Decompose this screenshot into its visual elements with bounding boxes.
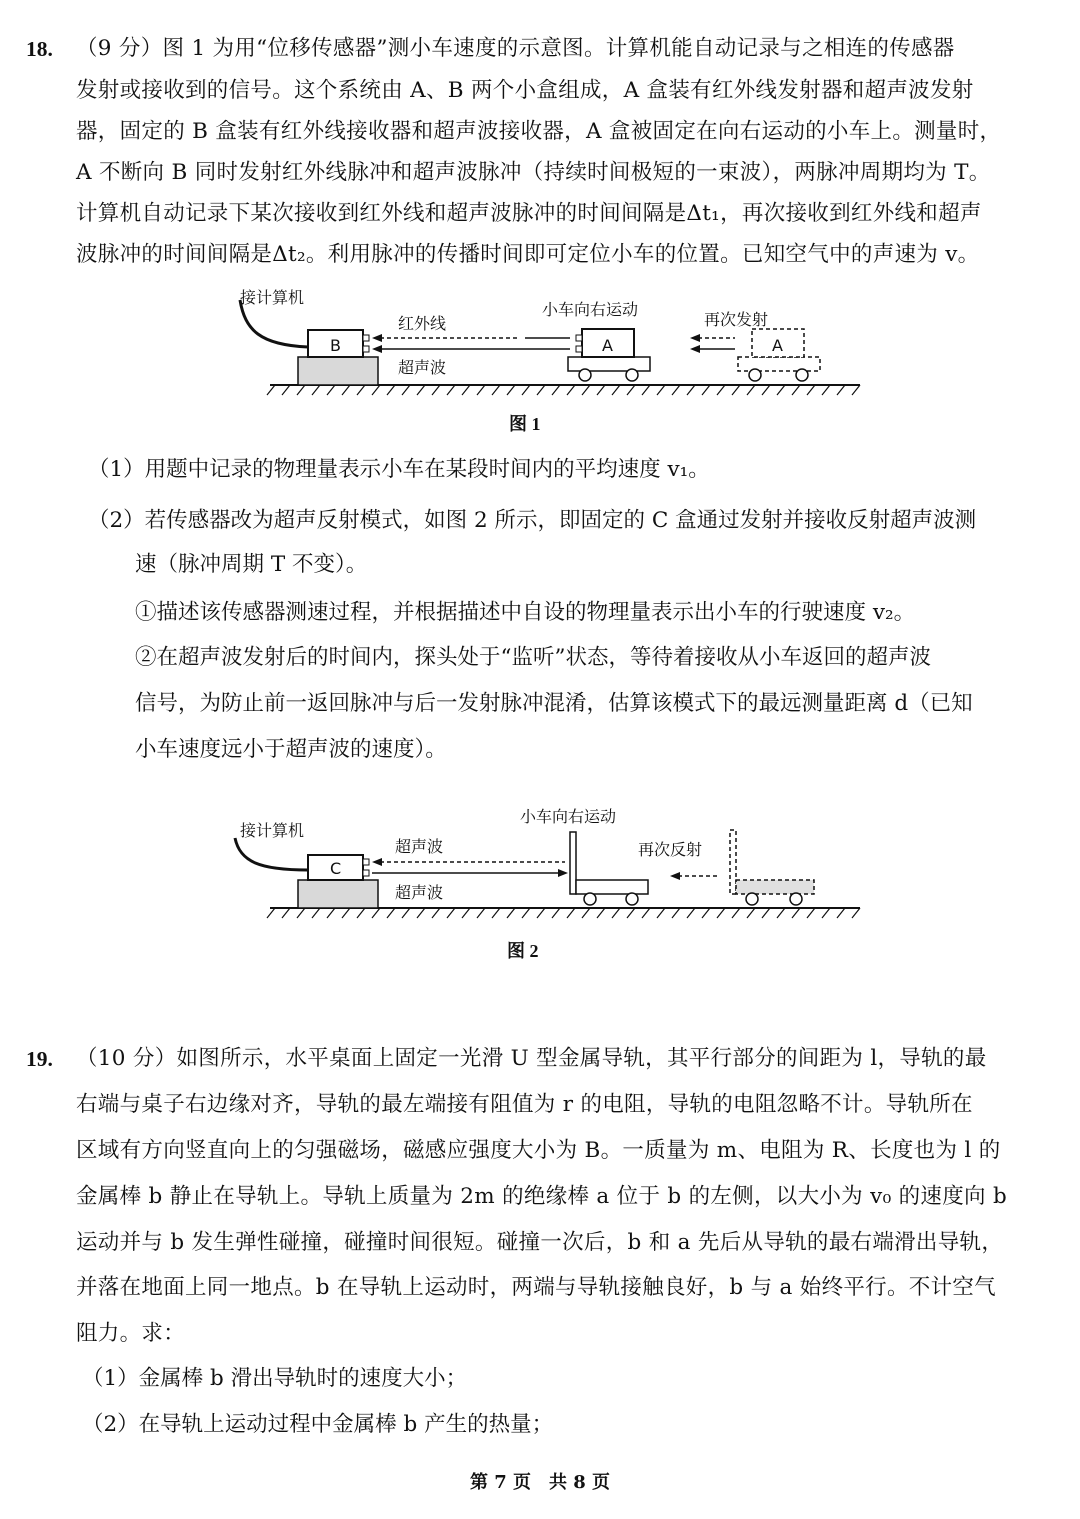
c-base-platform (298, 880, 378, 908)
c-probe-top (363, 859, 369, 865)
dashed-car-2-wheel-right (790, 893, 802, 905)
figure-1-diagram (220, 285, 870, 405)
car-moving-label: 小车向右运动 (542, 300, 639, 319)
q18-part-2-item-2-line-2: 信号，为防止前一返回脉冲与后一发射脉冲混淆，估算该模式下的最远测量距离 d（已知 (135, 691, 973, 716)
q18-part-2-item-2-line-1: ②在超声波发射后的时间内，探头处于“监听”状态，等待着接收从小车返回的超声波 (135, 645, 931, 670)
dashed-reflector-plate (730, 830, 736, 894)
q19-part-1: （1）金属棒 b 滑出导轨时的速度大小； (82, 1366, 468, 1391)
dashed-car-wheel-left (749, 369, 761, 381)
ultrasonic-emit-arrowhead (558, 869, 568, 877)
infrared-label: 红外线 (398, 314, 447, 333)
box-a-label: A (602, 336, 613, 355)
b-receiver-bottom (363, 346, 369, 352)
ground-hatching-2 (267, 908, 860, 918)
dashed-car-2-wheel-left (746, 893, 758, 905)
ultrasonic-bottom-label: 超声波 (395, 883, 444, 902)
b-receiver-top (363, 335, 369, 341)
ultrasonic-return-arrowhead (372, 858, 382, 866)
ground-hatching (267, 385, 860, 395)
q18-part-2-line-2: 速（脉冲周期 T 不变）。 (135, 552, 368, 577)
ultrasonic-top-label: 超声波 (395, 837, 444, 856)
q18-line-1: （9 分）图 1 为用“位移传感器”测小车速度的示意图。计算机能自动记录与之相连的传感器 (76, 36, 955, 61)
resend-infrared-arrowhead (690, 334, 700, 342)
q18-line-2: 发射或接收到的信号。这个系统由 A、B 两个小盒组成，A 盒装有红外线发射器和超声波发射 (76, 78, 974, 103)
q19-line-6: 并落在地面上同一地点。b 在导轨上运动时，两端与导轨接触良好，b 与 a 始终平行。不计空气 (76, 1275, 996, 1300)
car-2-wheel-right (626, 893, 638, 905)
car-wheel-left (579, 369, 591, 381)
q19-line-4: 金属棒 b 静止在导轨上。导轨上质量为 2m 的绝缘棒 a 位于 b 的左侧，以大小为 v₀ 的速度向 b (76, 1184, 1008, 1209)
resend-label: 再次发射 (704, 310, 769, 329)
q19-part-2: （2）在导轨上运动过程中金属棒 b 产生的热量； (82, 1412, 554, 1437)
ultrasonic-label: 超声波 (398, 358, 447, 377)
figure-2-caption: 图 2 (507, 941, 539, 961)
a-emitter-top (576, 335, 582, 341)
a-emitter-bottom (576, 346, 582, 352)
computer-cable (240, 300, 308, 347)
q18-line-4: A 不断向 B 同时发射红外线脉冲和超声波脉冲（持续时间极短的一束波），两脉冲周期均为 T。 (76, 160, 991, 185)
q19-line-1: （10 分）如图所示，水平桌面上固定一光滑 U 型金属导轨，其平行部分的间距为 l，导轨的最 (76, 1046, 987, 1071)
q18-part-2-item-2-line-3: 小车速度远小于超声波的速度）。 (135, 737, 447, 762)
computer-label-2: 接计算机 (240, 821, 305, 840)
b-base-platform (298, 357, 378, 385)
q19-line-2: 右端与桌子右边缘对齐，导轨的最左端接有阻值为 r 的电阻，导轨的电阻忽略不计。导轨所在 (76, 1092, 973, 1117)
page-footer: 第 7 页 共 8 页 (469, 1472, 611, 1493)
figure-2-diagram (220, 800, 870, 925)
reflector-plate (570, 832, 576, 894)
c-probe-bottom (363, 870, 369, 876)
q18-line-3: 器，固定的 B 盒装有红外线接收器和超声波接收器，A 盒被固定在向右运动的小车上。测量时， (76, 119, 1002, 144)
question-19-number: 19. (26, 1047, 53, 1071)
question-18-number: 18. (26, 37, 53, 61)
q19-line-3: 区域有方向竖直向上的匀强磁场，磁感应强度大小为 B。一质量为 m、电阻为 R、长度也为 l 的 (76, 1138, 1001, 1163)
dashed-box-a-label: A (772, 336, 783, 355)
infrared-arrowhead (372, 334, 382, 342)
box-b-label: B (330, 336, 341, 355)
computer-cable-2 (235, 838, 308, 870)
dashed-car-wheel-right (796, 369, 808, 381)
dashed-car-body (738, 357, 820, 371)
q18-part-1: （1）用题中记录的物理量表示小车在某段时间内的平均速度 v₁。 (88, 457, 710, 482)
computer-label: 接计算机 (240, 288, 305, 307)
reflect-again-arrowhead (670, 872, 680, 880)
car-body (568, 357, 650, 371)
q19-line-7: 阻力。求： (76, 1321, 186, 1346)
ultrasonic-arrowhead (372, 345, 382, 353)
car-2-wheel-left (584, 893, 596, 905)
q18-line-5: 计算机自动记录下某次接收到红外线和超声波脉冲的时间间隔是Δt₁，再次接收到红外线和超声 (76, 201, 982, 226)
dashed-car-body-2 (736, 880, 814, 894)
q18-line-6: 波脉冲的时间间隔是Δt₂。利用脉冲的传播时间即可定位小车的位置。已知空气中的声速为 v。 (76, 242, 980, 267)
car-body-2 (576, 880, 648, 894)
figure-1-caption: 图 1 (509, 414, 541, 434)
q18-part-2-line-1: （2）若传感器改为超声反射模式，如图 2 所示，即固定的 C 盒通过发射并接收反射超声波测 (88, 508, 977, 533)
q18-part-2-item-1: ①描述该传感器测速过程，并根据描述中自设的物理量表示出小车的行驶速度 v₂。 (135, 600, 916, 625)
car-moving-label-2: 小车向右运动 (520, 807, 617, 826)
reflect-again-label: 再次反射 (638, 840, 703, 859)
car-wheel-right (626, 369, 638, 381)
box-c-label: C (330, 859, 342, 878)
q19-line-5: 运动并与 b 发生弹性碰撞，碰撞时间很短。碰撞一次后，b 和 a 先后从导轨的最右端滑出导轨， (76, 1230, 1004, 1255)
resend-ultrasonic-arrowhead (690, 345, 700, 353)
